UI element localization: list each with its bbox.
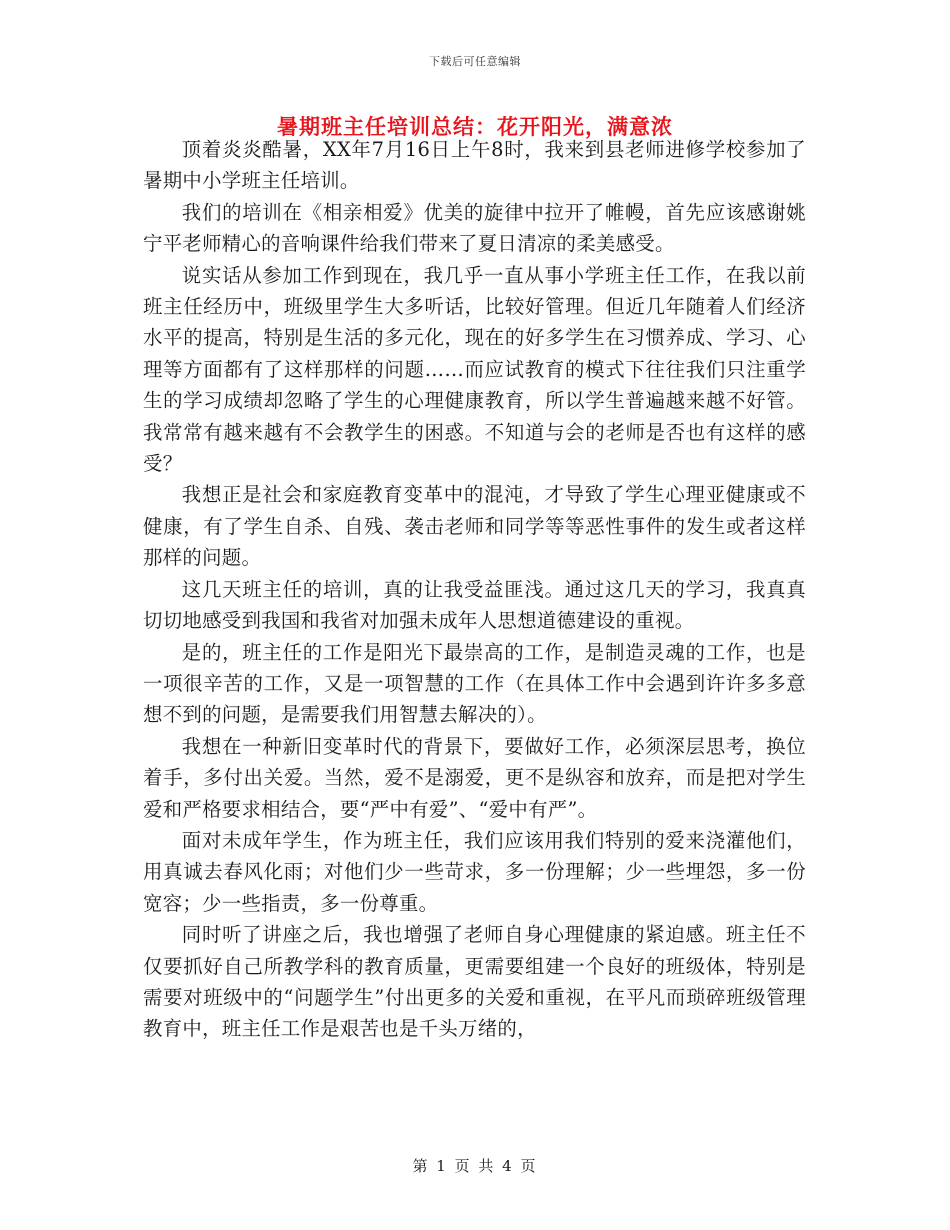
document-body (143, 134, 806, 1045)
header-note: 下载后可任意编辑 (429, 55, 521, 68)
page-footer: 第 1 页 共 4 页 (412, 1157, 538, 1175)
paragraph: 我们的培训在《相亲相爱》优美的旋律中拉开了帷幔，首先应该感谢姚宁平老师精心的音响课件给我们带来了夏日清凉的柔美感受。 (143, 200, 806, 256)
paragraph: 这几天班主任的培训，真的让我受益匪浅。通过这几天的学习，我真真切切地感受到我国和我省对加强未成年人思想道德建设的重视。 (143, 577, 806, 633)
paragraph: 我想正是社会和家庭教育变革中的混沌，才导致了学生心理亚健康或不健康，有了学生自杀、自残、袭击老师和同学等等恶性事件的发生或者这样那样的问题。 (143, 483, 806, 570)
paragraph: 是的，班主任的工作是阳光下最崇高的工作，是制造灵魂的工作，也是一项很辛苦的工作，又是一项智慧的工作（在具体工作中会遇到许许多多意想不到的问题，是需要我们用智慧去解决的）。 (143, 640, 806, 727)
paragraph: 顶着炎炎酷暑，XX年7月16日上午8时，我来到县老师进修学校参加了暑期中小学班主任培训。 (143, 138, 806, 193)
paragraph: 说实话从参加工作到现在，我几乎一直从事小学班主任工作，在我以前班主任经历中，班级里学生大多听话，比较好管理。但近几年随着人们经济水平的提高，特别是生活的多元化，现在的好多学生在习惯养成、学习、心理等方面都有了这样那样的问题……而应试教育的模式下往往我们只注重学生的学习成绩却忽略了学生的心理健康教育，所以学生普遍越来越不好管。我常常有越来越有不会教学生的困惑。不知道与会的老师是否也有这样的感受？ (143, 263, 806, 476)
document-title: 暑期班主任培训总结：花开阳光，满意浓 (277, 114, 673, 139)
paragraph: 同时听了讲座之后，我也增强了老师自身心理健康的紧迫感。班主任不仅要抓好自己所教学科的教育质量，更需要组建一个良好的班级体，特别是需要对班级中的“问题学生”付出更多的关爱和重视，在平凡而琐碎班级管理教育中，班主任工作是艰苦也是千头万绪的， (143, 923, 806, 1041)
paragraph: 面对未成年学生，作为班主任，我们应该用我们特别的爱来浇灌他们，用真诚去春风化雨；对他们少一些苛求，多一份理解；少一些埋怨，多一份宽容；少一些指责，多一份尊重。 (143, 828, 806, 915)
paragraph: 我想在一种新旧变革时代的背景下，要做好工作，必须深层思考，换位着手，多付出关爱。当然，爱不是溺爱，更不是纵容和放弃，而是把对学生爱和严格要求相结合，要“严中有爱”、“爱中有严”。 (143, 734, 806, 821)
